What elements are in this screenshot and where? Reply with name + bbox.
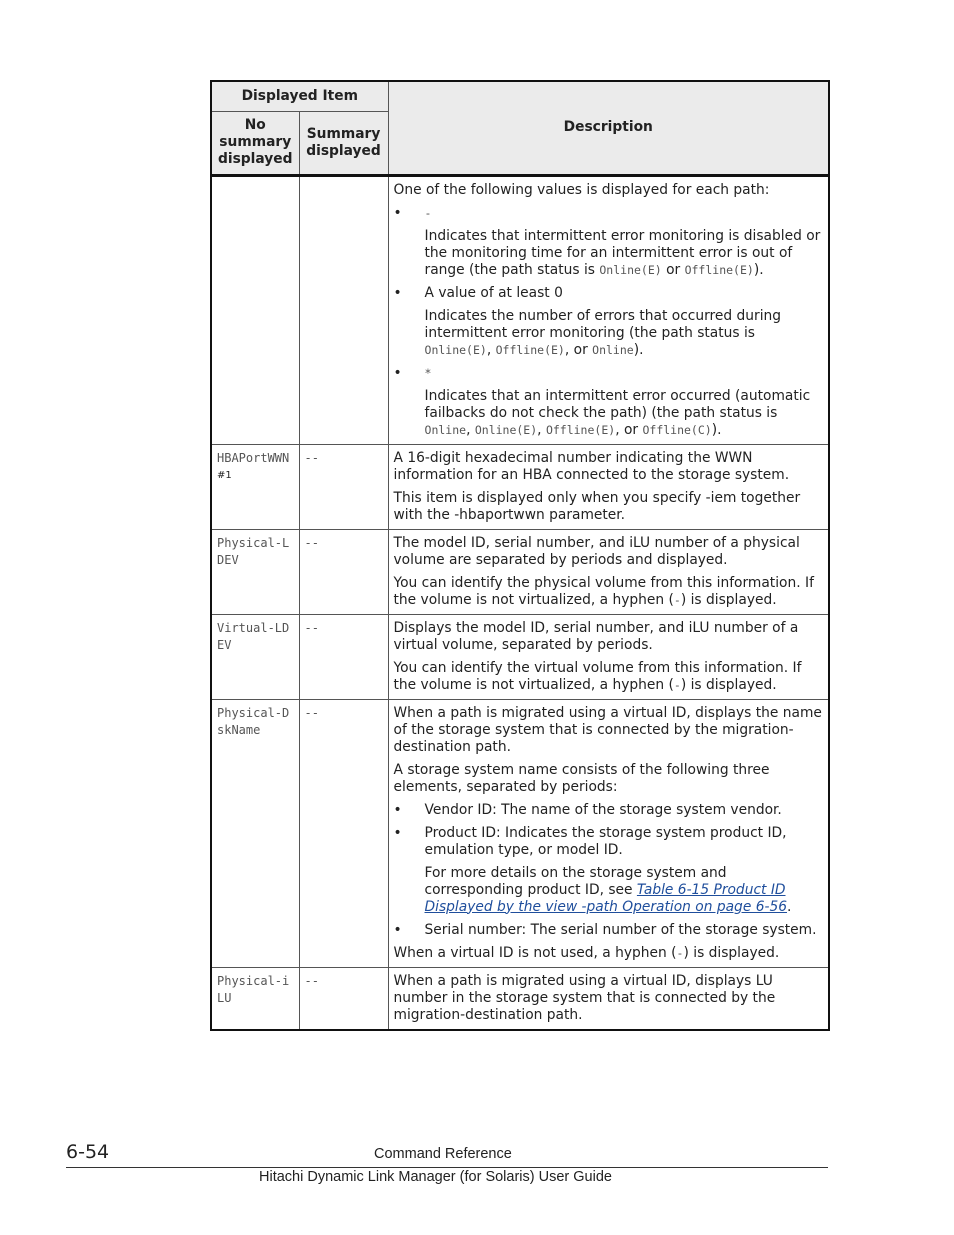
value-explanation: Indicates that intermittent error monitoring is disabled or the monitoring time for an intermittent error is out of range (the path status is Online(E) or Offline(E)). xyxy=(424,227,821,278)
description-text: The model ID, serial number, and iLU number of a physical volume are separated by periods and displayed. xyxy=(393,534,800,568)
bullet-icon: • xyxy=(393,364,402,381)
header-no-summary: No summary displayed xyxy=(211,111,299,175)
summary-value: -- xyxy=(304,620,319,635)
list-item: • Serial number: The serial number of the storage system. xyxy=(393,921,817,938)
description-text: Displays the model ID, serial number, and iLU number of a virtual volume, separated by periods. xyxy=(393,619,799,653)
item-name: Virtual-LDEV xyxy=(217,620,290,652)
summary-cell xyxy=(299,967,388,1030)
list-item xyxy=(394,205,825,279)
description-intro: One of the following values is displayed for each path: xyxy=(393,181,770,198)
item-name: Physical-LDEV xyxy=(217,535,290,567)
header-description: Description xyxy=(388,81,829,175)
cross-reference-link[interactable]: Table 6-15 Product ID Displayed by the view -path Operation on page 6-56 xyxy=(424,881,788,915)
value-explanation: Indicates the number of errors that occurred during intermittent error monitoring (the path status is Online(E), Offline(E), or Online). xyxy=(424,307,782,358)
summary-cell xyxy=(299,529,388,614)
summary-cell xyxy=(299,614,388,699)
page-number: 6-54 xyxy=(66,1141,110,1163)
description-text: When a virtual ID is not used, a hyphen (-) is displayed. xyxy=(393,944,780,961)
value-label: A value of at least 0 xyxy=(424,284,563,301)
bullet-icon: • xyxy=(393,801,402,818)
element-list xyxy=(394,802,825,939)
description-cell xyxy=(388,529,829,614)
description-text: When a path is migrated using a virtual ID, displays the name of the storage system that is connected by the migration-destination path. xyxy=(393,704,822,755)
summary-cell xyxy=(299,444,388,529)
table-row xyxy=(211,444,829,529)
summary-value: -- xyxy=(304,973,319,988)
item-cell xyxy=(211,175,299,444)
description-cell xyxy=(388,444,829,529)
description-text: You can identify the virtual volume from this information. If the volume is not virtualized, a hyphen (-) is displayed. xyxy=(393,659,802,693)
summary-cell xyxy=(299,175,388,444)
bullet-icon: • xyxy=(393,284,402,301)
bullet-icon: • xyxy=(393,921,402,938)
table-row xyxy=(211,175,829,444)
value-explanation: Indicates that an intermittent error occurred (automatic failbacks do not check the path) (the path status is Online, Online(E), Offline(E), or Offline(C)). xyxy=(424,387,811,438)
description-text: A 16-digit hexadecimal number indicating the WWN information for an HBA connected to the storage system. xyxy=(393,449,790,483)
description-cell xyxy=(388,175,829,444)
description-text: You can identify the physical volume from this information. If the volume is not virtualized, a hyphen (-) is displayed. xyxy=(393,574,814,608)
footer-divider xyxy=(66,1167,828,1168)
document-title: Hitachi Dynamic Link Manager (for Solaris) User Guide xyxy=(259,1169,612,1185)
item-cell xyxy=(211,444,299,529)
table-row xyxy=(211,699,829,967)
item-name: Physical-DskName xyxy=(217,705,290,737)
description-text: When a path is migrated using a virtual ID, displays LU number in the storage system that is connected by the migration-destination path. xyxy=(393,972,776,1023)
description-cell xyxy=(388,699,829,967)
footnote-marker: #1 xyxy=(217,469,232,481)
list-item xyxy=(394,365,825,439)
bullet-icon: • xyxy=(393,204,402,221)
description-text: A storage system name consists of the following three elements, separated by periods: xyxy=(393,761,770,795)
item-name: HBAPortWWN xyxy=(217,450,290,465)
table-row xyxy=(211,614,829,699)
display-items-table xyxy=(210,80,830,1031)
value-list xyxy=(394,205,825,439)
summary-cell xyxy=(299,699,388,967)
item-cell xyxy=(211,614,299,699)
summary-value: -- xyxy=(304,450,319,465)
header-displayed-item: Displayed Item xyxy=(211,81,388,111)
table-row xyxy=(211,967,829,1030)
item-cell xyxy=(211,529,299,614)
description-cell xyxy=(388,967,829,1030)
description-text: This item is displayed only when you specify -iem together with the -hbaportwwn parameter. xyxy=(393,489,801,523)
list-item-note: For more details on the storage system and corresponding product ID, see Table 6-15 Product ID Displayed by the view -path Operation on page 6-56. xyxy=(424,864,792,915)
bullet-icon: • xyxy=(393,824,402,841)
item-cell xyxy=(211,699,299,967)
table-row xyxy=(211,529,829,614)
description-cell xyxy=(388,614,829,699)
list-item: • Vendor ID: The name of the storage system vendor. xyxy=(393,801,782,818)
list-item xyxy=(394,285,825,359)
section-title: Command Reference xyxy=(374,1146,512,1162)
item-cell xyxy=(211,967,299,1030)
summary-value: -- xyxy=(304,705,319,720)
item-name: Physical-iLU xyxy=(217,973,290,1005)
header-summary: Summary displayed xyxy=(299,111,388,175)
value-symbol: - xyxy=(424,205,432,220)
summary-value: -- xyxy=(304,535,319,550)
value-symbol: * xyxy=(424,365,432,380)
list-item: • Product ID: Indicates the storage system product ID, emulation type, or model ID. For more details on the storage system and corresponding product ID, see Table 6-15 Product ID Displayed by the view -path Operation on page 6-56. xyxy=(394,825,825,916)
